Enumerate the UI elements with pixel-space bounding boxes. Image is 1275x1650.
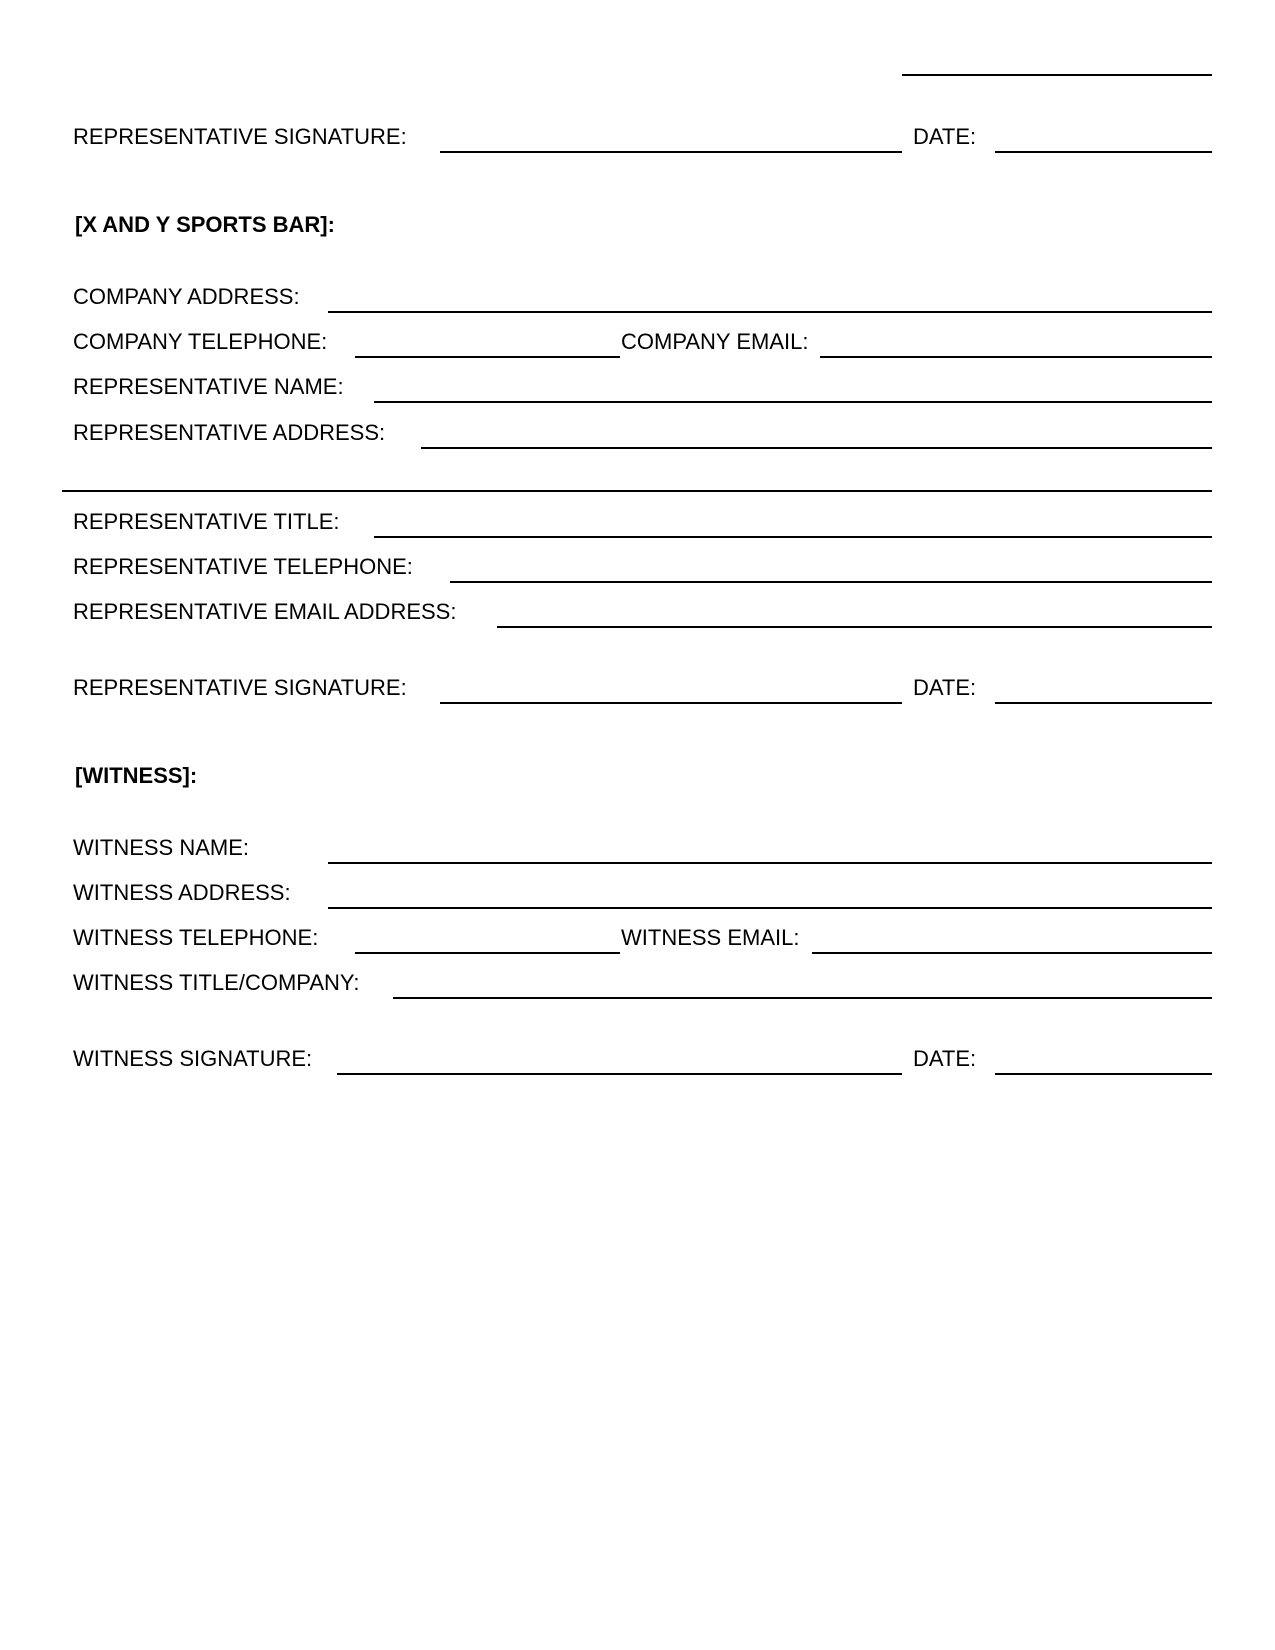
rep-signature-field-1[interactable] xyxy=(440,151,902,153)
rep-telephone-field[interactable] xyxy=(450,581,1212,583)
company-address-label: COMPANY ADDRESS: xyxy=(73,284,300,309)
rep-email-label: REPRESENTATIVE EMAIL ADDRESS: xyxy=(73,599,457,624)
rep-address-label: REPRESENTATIVE ADDRESS: xyxy=(73,420,386,445)
company-email-field[interactable] xyxy=(820,356,1212,358)
date-label-2: DATE: xyxy=(913,675,977,700)
witness-address-field[interactable] xyxy=(328,907,1212,909)
rep-name-field[interactable] xyxy=(374,401,1212,403)
company-address-field[interactable] xyxy=(328,311,1212,313)
witness-address-label: WITNESS ADDRESS: xyxy=(73,880,291,905)
top-partial-line xyxy=(902,74,1212,76)
rep-address-field[interactable] xyxy=(421,447,1212,449)
rep-address-second-line[interactable] xyxy=(62,490,1212,492)
date-field-3[interactable] xyxy=(995,1073,1212,1075)
witness-signature-field[interactable] xyxy=(337,1073,902,1075)
company-heading: [X AND Y SPORTS BAR]: xyxy=(75,212,335,237)
rep-title-field[interactable] xyxy=(374,536,1212,538)
rep-title-label: REPRESENTATIVE TITLE: xyxy=(73,509,340,534)
witness-telephone-field[interactable] xyxy=(355,952,620,954)
date-label-1: DATE: xyxy=(913,124,977,149)
witness-name-field[interactable] xyxy=(328,862,1212,864)
company-telephone-field[interactable] xyxy=(355,356,620,358)
witness-title-company-field[interactable] xyxy=(393,997,1212,999)
rep-signature-label-2: REPRESENTATIVE SIGNATURE: xyxy=(73,675,407,700)
witness-name-label: WITNESS NAME: xyxy=(73,835,250,860)
rep-signature-label-1: REPRESENTATIVE SIGNATURE: xyxy=(73,124,407,149)
rep-name-label: REPRESENTATIVE NAME: xyxy=(73,374,344,399)
company-email-label: COMPANY EMAIL: xyxy=(621,329,809,354)
witness-heading: [WITNESS]: xyxy=(75,763,198,788)
witness-title-company-label: WITNESS TITLE/COMPANY: xyxy=(73,970,360,995)
rep-email-field[interactable] xyxy=(497,626,1212,628)
witness-email-field[interactable] xyxy=(812,952,1212,954)
witness-signature-label: WITNESS SIGNATURE: xyxy=(73,1046,313,1071)
date-field-1[interactable] xyxy=(995,151,1212,153)
company-telephone-label: COMPANY TELEPHONE: xyxy=(73,329,328,354)
witness-telephone-label: WITNESS TELEPHONE: xyxy=(73,925,319,950)
rep-signature-field-2[interactable] xyxy=(440,702,902,704)
rep-telephone-label: REPRESENTATIVE TELEPHONE: xyxy=(73,554,413,579)
date-field-2[interactable] xyxy=(995,702,1212,704)
date-label-3: DATE: xyxy=(913,1046,977,1071)
witness-email-label: WITNESS EMAIL: xyxy=(621,925,800,950)
